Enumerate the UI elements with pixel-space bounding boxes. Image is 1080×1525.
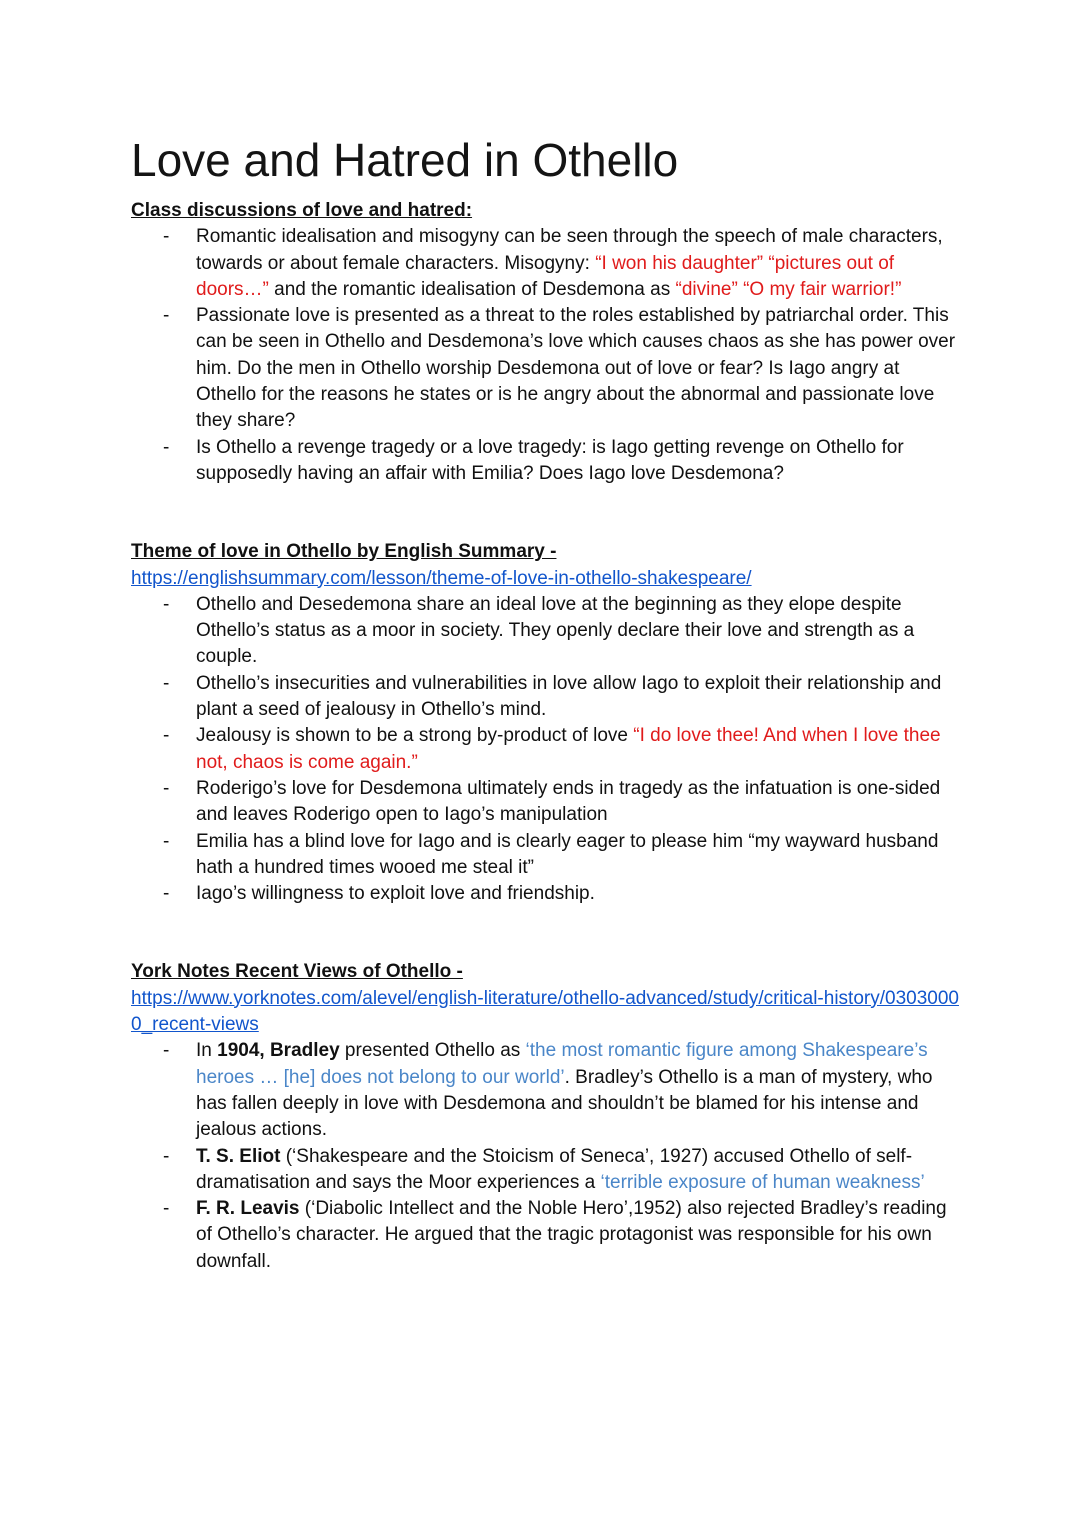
section-york-notes <box>131 959 961 1275</box>
dash-bullet: - <box>163 777 170 799</box>
dash-bullet: - <box>163 1198 170 1220</box>
critic-name: T. S. Eliot <box>196 1145 281 1167</box>
dash-bullet: - <box>163 593 170 615</box>
section-class-discussions <box>131 198 961 487</box>
bullet-list <box>131 224 961 487</box>
quote-blue: ‘terrible exposure of human weakness’ <box>600 1171 925 1193</box>
section-heading: Class discussions of love and hatred: <box>131 200 473 221</box>
list-item: - In 1904, Bradley presented Othello as ‘the most romantic figure among Shakespeare’s heroes … [he] does not belong to our world’. Bradley’s Othello is a man of mystery, who has fallen deeply in love with Desdemona and shouldn’t be blamed for his intense and jealous actions. <box>163 1040 933 1141</box>
section-heading: York Notes Recent Views of Othello - <box>131 961 463 983</box>
quote-red: “divine” “O my fair warrior!” <box>675 278 902 300</box>
list-item: - Romantic idealisation and misogyny can be seen through the speech of male characters, towards or about female characters. Misogyny: “I won his daughter” “pictures out of doors…” and the romantic idealisation of Desdemona as “divine” “O my fair warrior!” <box>163 226 943 300</box>
list-item: - F. R. Leavis (‘Diabolic Intellect and the Noble Hero’,1952) also rejected Bradley’s reading of Othello’s character. He argued that the tragic protagonist was responsible for his own downfall. <box>163 1198 947 1272</box>
source-link[interactable]: https://englishsummary.com/lesson/theme-of-love-in-othello-shakespeare/ <box>131 567 752 589</box>
document-page <box>131 130 961 1275</box>
section-english-summary <box>131 539 961 907</box>
list-item: - Roderigo’s love for Desdemona ultimately ends in tragedy as the infatuation is one-sided and leaves Roderigo open to Iago’s manipulation <box>163 777 941 826</box>
dash-bullet: - <box>163 1040 170 1062</box>
quote-blue: ‘the most romantic figure among Shakespeare’s heroes … [he] does not belong to our world’ <box>196 1040 928 1088</box>
dash-bullet: - <box>163 725 170 747</box>
quote-red: “I do love thee! And when I love thee not, chaos is come again.” <box>196 725 941 773</box>
dash-bullet: - <box>163 672 170 694</box>
source-link[interactable]: https://www.yorknotes.com/alevel/english-literature/othello-advanced/study/critical-history/03030000_recent-views <box>131 987 959 1036</box>
page-title: Love and Hatred in Othello <box>131 134 679 186</box>
critic-name: 1904, Bradley <box>217 1040 340 1062</box>
dash-bullet: - <box>163 305 170 327</box>
list-item: - Iago’s willingness to exploit love and friendship. <box>131 881 961 907</box>
dash-bullet: - <box>163 830 170 852</box>
list-item: - Othello’s insecurities and vulnerabilities in love allow Iago to exploit their relationship and plant a seed of jealousy in Othello’s mind. <box>163 672 942 721</box>
list-item: - Emilia has a blind love for Iago and is clearly eager to please him “my wayward husband hath a hundred times wooed me steal it” <box>163 830 939 878</box>
list-item: - T. S. Eliot (‘Shakespeare and the Stoicism of Seneca’, 1927) accused Othello of self-dramatisation and says the Moor experiences a ‘terrible exposure of human weakness’ <box>163 1145 925 1193</box>
list-item: - Jealousy is shown to be a strong by-product of love “I do love thee! And when I love thee not, chaos is come again.” <box>163 725 941 773</box>
critic-name: F. R. Leavis <box>196 1198 300 1220</box>
dash-bullet: - <box>163 1145 170 1167</box>
bullet-list <box>131 1038 961 1275</box>
list-item: - Passionate love is presented as a threat to the roles established by patriarchal order. This can be seen in Othello and Desdemona’s love which causes chaos as she has power over him. Do the men in Othello worship Desdemona out of love or fear? Is Iago angry at Othello for the reasons he states or is he angry about the abnormal and passionate love they share? <box>163 305 956 432</box>
dash-bullet: - <box>163 436 170 458</box>
list-item: - Othello and Desedemona share an ideal love at the beginning as they elope despite Othello’s status as a moor in society. They openly declare their love and strength as a couple. <box>163 593 915 668</box>
dash-bullet: - <box>163 226 170 248</box>
bullet-list <box>131 592 961 908</box>
quote-red: “I won his daughter” “pictures out of doors…” <box>196 252 895 300</box>
section-heading: Theme of love in Othello by English Summary - <box>131 541 557 563</box>
dash-bullet: - <box>163 883 170 905</box>
list-item: - Is Othello a revenge tragedy or a love tragedy: is Iago getting revenge on Othello for supposedly having an affair with Emilia? Does Iago love Desdemona? <box>163 436 904 484</box>
